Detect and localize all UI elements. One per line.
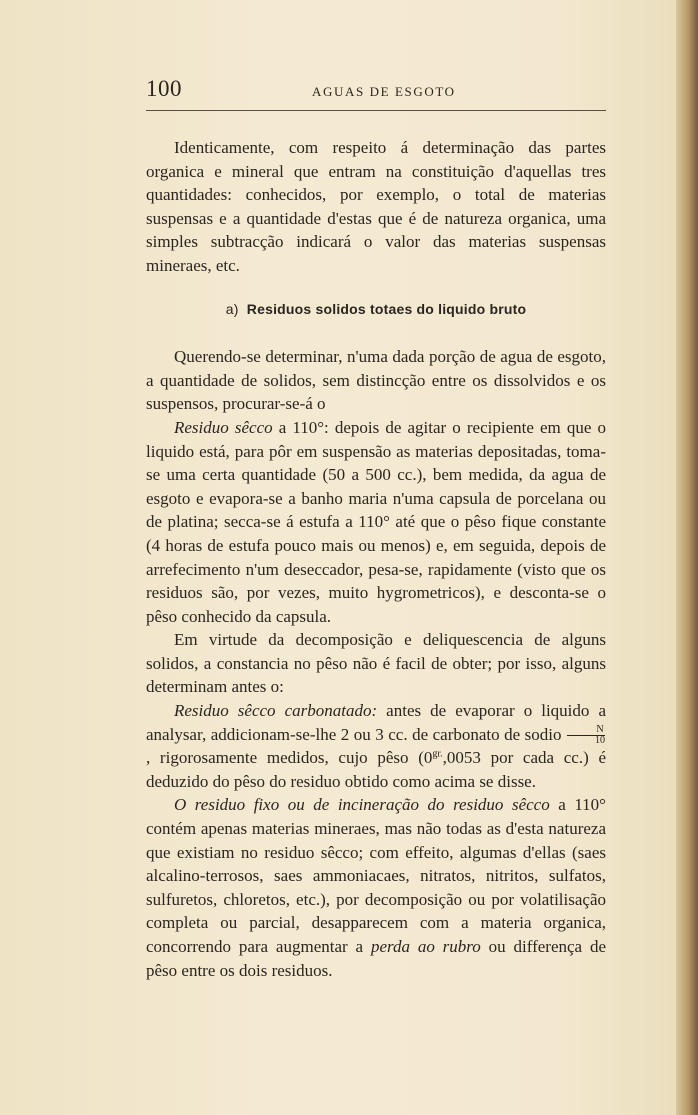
page-header <box>146 76 606 106</box>
term-residuo-fixo: O residuo fixo ou de incineração do residuo sêcco <box>174 795 550 815</box>
paragraph-5-text-c: ,0053 por cada cc.) é deduzido do pêso do residuo obtido como acima se disse. <box>146 748 606 791</box>
page-spine-edge <box>676 0 698 1115</box>
paragraph-6 <box>146 793 606 982</box>
paragraph-5-text-a: antes de evaporar o liquido a analysar, addicionam-se-lhe 2 ou 3 cc. de carbonato de sodio <box>146 701 606 744</box>
term-residuo-carbonatado: Residuo sêcco carbonatado: <box>174 701 378 721</box>
paragraph-6-text-b: ou differença de pêso entre os dois residuos. <box>146 937 606 980</box>
section-heading <box>146 298 606 322</box>
page-number: 100 <box>146 76 182 101</box>
paragraph-1: Identicamente, com respeito á determinação das partes organica e mineral que entram na constituição d'aquellas tres quantidades: conhecidos, por exemplo, o total de materias suspensas e a quantidade d'estas que é de natureza organica, uma simples subtracção indicará o valor das materias suspensas mineraes, etc. <box>146 138 606 275</box>
fraction-n-10 <box>567 725 605 746</box>
body-text <box>146 136 606 982</box>
header-rule <box>146 110 606 111</box>
running-head: AGUAS DE ESGOTO <box>312 84 456 99</box>
section-heading-prefix: a) <box>225 300 239 317</box>
section-heading-text: Residuos solidos totaes do liquido bruto <box>246 300 527 317</box>
unit-superscript: gr. <box>432 748 443 760</box>
paragraph-2: Querendo-se determinar, n'uma dada porção de agua de esgoto, a quantidade de solidos, sem distincção entre os dissolvidos e os suspensos, procurar-se-á o <box>146 347 606 414</box>
paragraph-6-text-a: a 110° contém apenas materias mineraes, mas não todas as d'esta natureza que existiam no residuo sêcco; com effeito, algumas d'ellas (saes alcalino-terrosos, saes ammoniacaes, nitratos, nitritos, sulfatos, sulfuretos, chloretos, etc.), por decomposição ou por volatilisação completa ou parcial, desapparecem com a materia organica, concorrendo para augmentar a <box>146 795 606 956</box>
paragraph-3 <box>146 416 606 628</box>
paragraph-3-text: a 110°: depois de agitar o recipiente em que o liquido está, para pôr em suspensão as materias depositadas, toma-se uma certa quantidade (50 a 500 cc.), bem medida, da agua de esgoto e evapora-se a banho maria n'uma capsula de porcelana ou de platina; secca-se á estufa a 110° até que o pêso fique constante (4 horas de estufa pouco mais ou menos) e, em seguida, depois de arrefecimento n'um deseccador, pesa-se, rapidamente (visto que os residuos são, por vezes, muito hygrometricos), e desconta-se o pêso conhecido da capsula. <box>146 417 606 626</box>
paragraph-4: Em virtude da decomposição e deliquescencia de alguns solidos, a constancia no pêso não é facil de obter; por isso, alguns determinam antes o: <box>146 630 606 697</box>
paragraph-5 <box>146 699 606 793</box>
term-perda-ao-rubro: perda ao rubro <box>370 937 481 956</box>
fraction-denominator: 10 <box>595 735 605 747</box>
term-residuo-secco: Residuo sêcco <box>174 417 273 437</box>
paragraph-5-text-b: , rigorosamente medidos, cujo pêso (0 <box>146 748 433 768</box>
fraction-numerator: N <box>567 725 605 736</box>
